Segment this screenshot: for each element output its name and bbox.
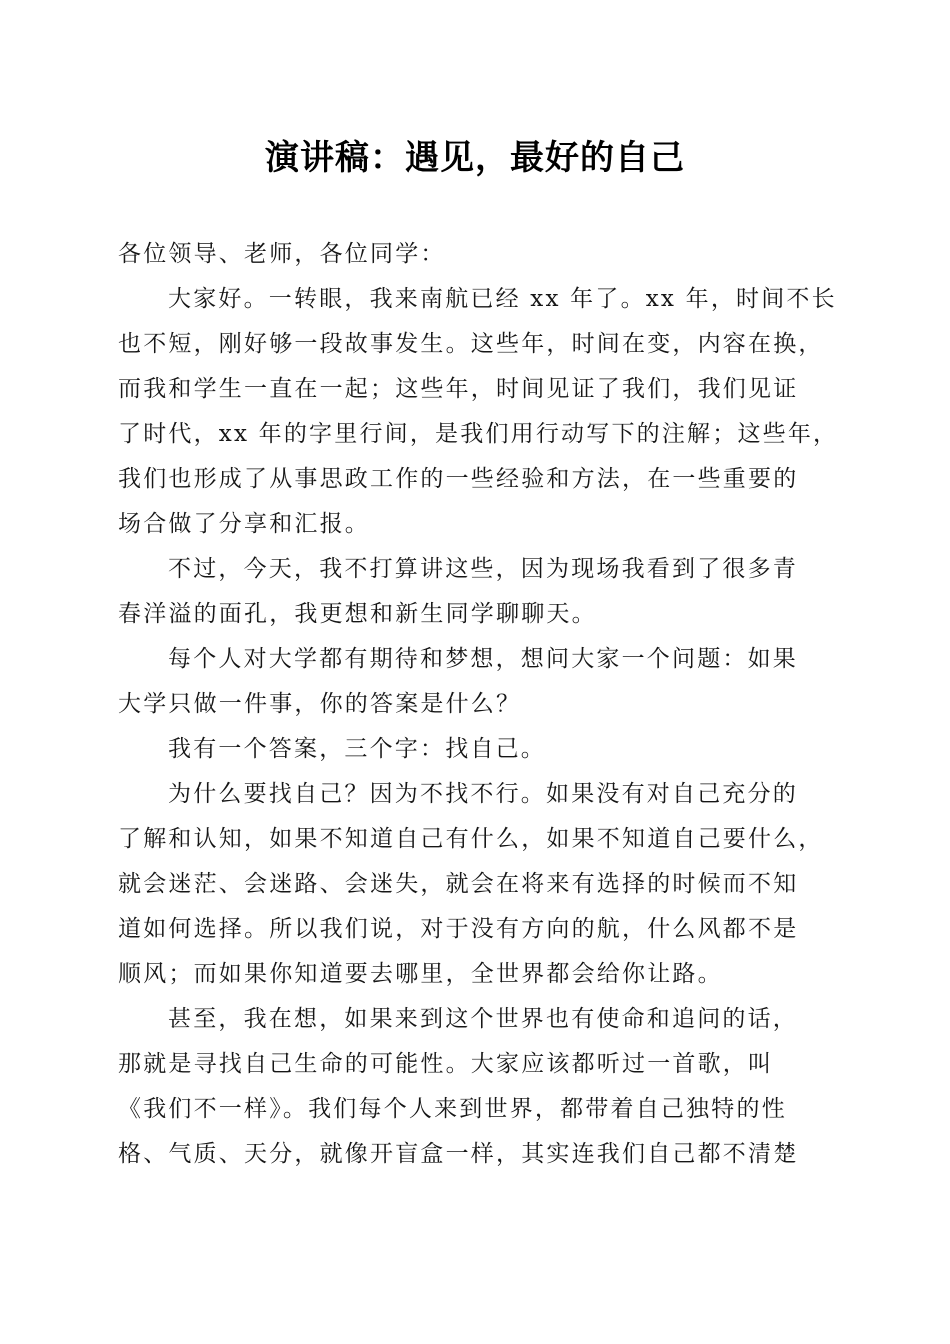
- paragraph-2-line-1: 不过，今天，我不打算讲这些，因为现场我看到了很多青: [168, 556, 798, 582]
- paragraph-1-line-4: 了时代，xx 年的字里行间，是我们用行动写下的注解；这些年，: [118, 421, 839, 447]
- paragraph-1-line-1: 大家好。一转眼，我来南航已经 xx 年了。xx 年，时间不长: [168, 286, 837, 312]
- paragraph-5-line-5: 顺风；而如果你知道要去哪里，全世界都会给你让路。: [118, 961, 723, 987]
- paragraph-1-line-2: 也不短，刚好够一段故事发生。这些年，时间在变，内容在换，: [118, 331, 824, 357]
- paragraph-6-line-2: 那就是寻找自己生命的可能性。大家应该都听过一首歌，叫: [118, 1051, 774, 1077]
- paragraph-1-line-6: 场合做了分享和汇报。: [118, 511, 370, 537]
- document-title: 演讲稿：遇见，最好的自己: [265, 138, 685, 178]
- paragraph-5-line-3: 就会迷茫、会迷路、会迷失，就会在将来有选择的时候而不知: [118, 871, 799, 897]
- paragraph-3-line-1: 每个人对大学都有期待和梦想，想问大家一个问题：如果: [168, 646, 798, 672]
- paragraph-6-line-1: 甚至，我在想，如果来到这个世界也有使命和追问的话，: [168, 1006, 798, 1032]
- paragraph-6-line-3: 《我们不一样》。我们每个人来到世界，都带着自己独特的性: [118, 1096, 787, 1122]
- paragraph-5-line-4: 道如何选择。所以我们说，对于没有方向的航，什么风都不是: [118, 916, 799, 942]
- salutation: 各位领导、老师，各位同学：: [118, 241, 446, 267]
- paragraph-5-line-1: 为什么要找自己？因为不找不行。如果没有对自己充分的: [168, 781, 798, 807]
- paragraph-1-line-5: 我们也形成了从事思政工作的一些经验和方法，在一些重要的: [118, 466, 799, 492]
- paragraph-5-line-2: 了解和认知，如果不知道自己有什么，如果不知道自己要什么，: [118, 826, 824, 852]
- paragraph-3-line-2: 大学只做一件事，你的答案是什么？: [118, 691, 522, 717]
- paragraph-2-line-2: 春洋溢的面孔，我更想和新生同学聊聊天。: [118, 601, 597, 627]
- paragraph-6-line-4: 格、气质、天分，就像开盲盒一样，其实连我们自己都不清楚: [118, 1141, 799, 1167]
- paragraph-1-line-3: 而我和学生一直在一起；这些年，时间见证了我们，我们见证: [118, 376, 799, 402]
- paragraph-4-line-1: 我有一个答案，三个字：找自己。: [168, 736, 546, 762]
- document-body: [118, 232, 838, 1177]
